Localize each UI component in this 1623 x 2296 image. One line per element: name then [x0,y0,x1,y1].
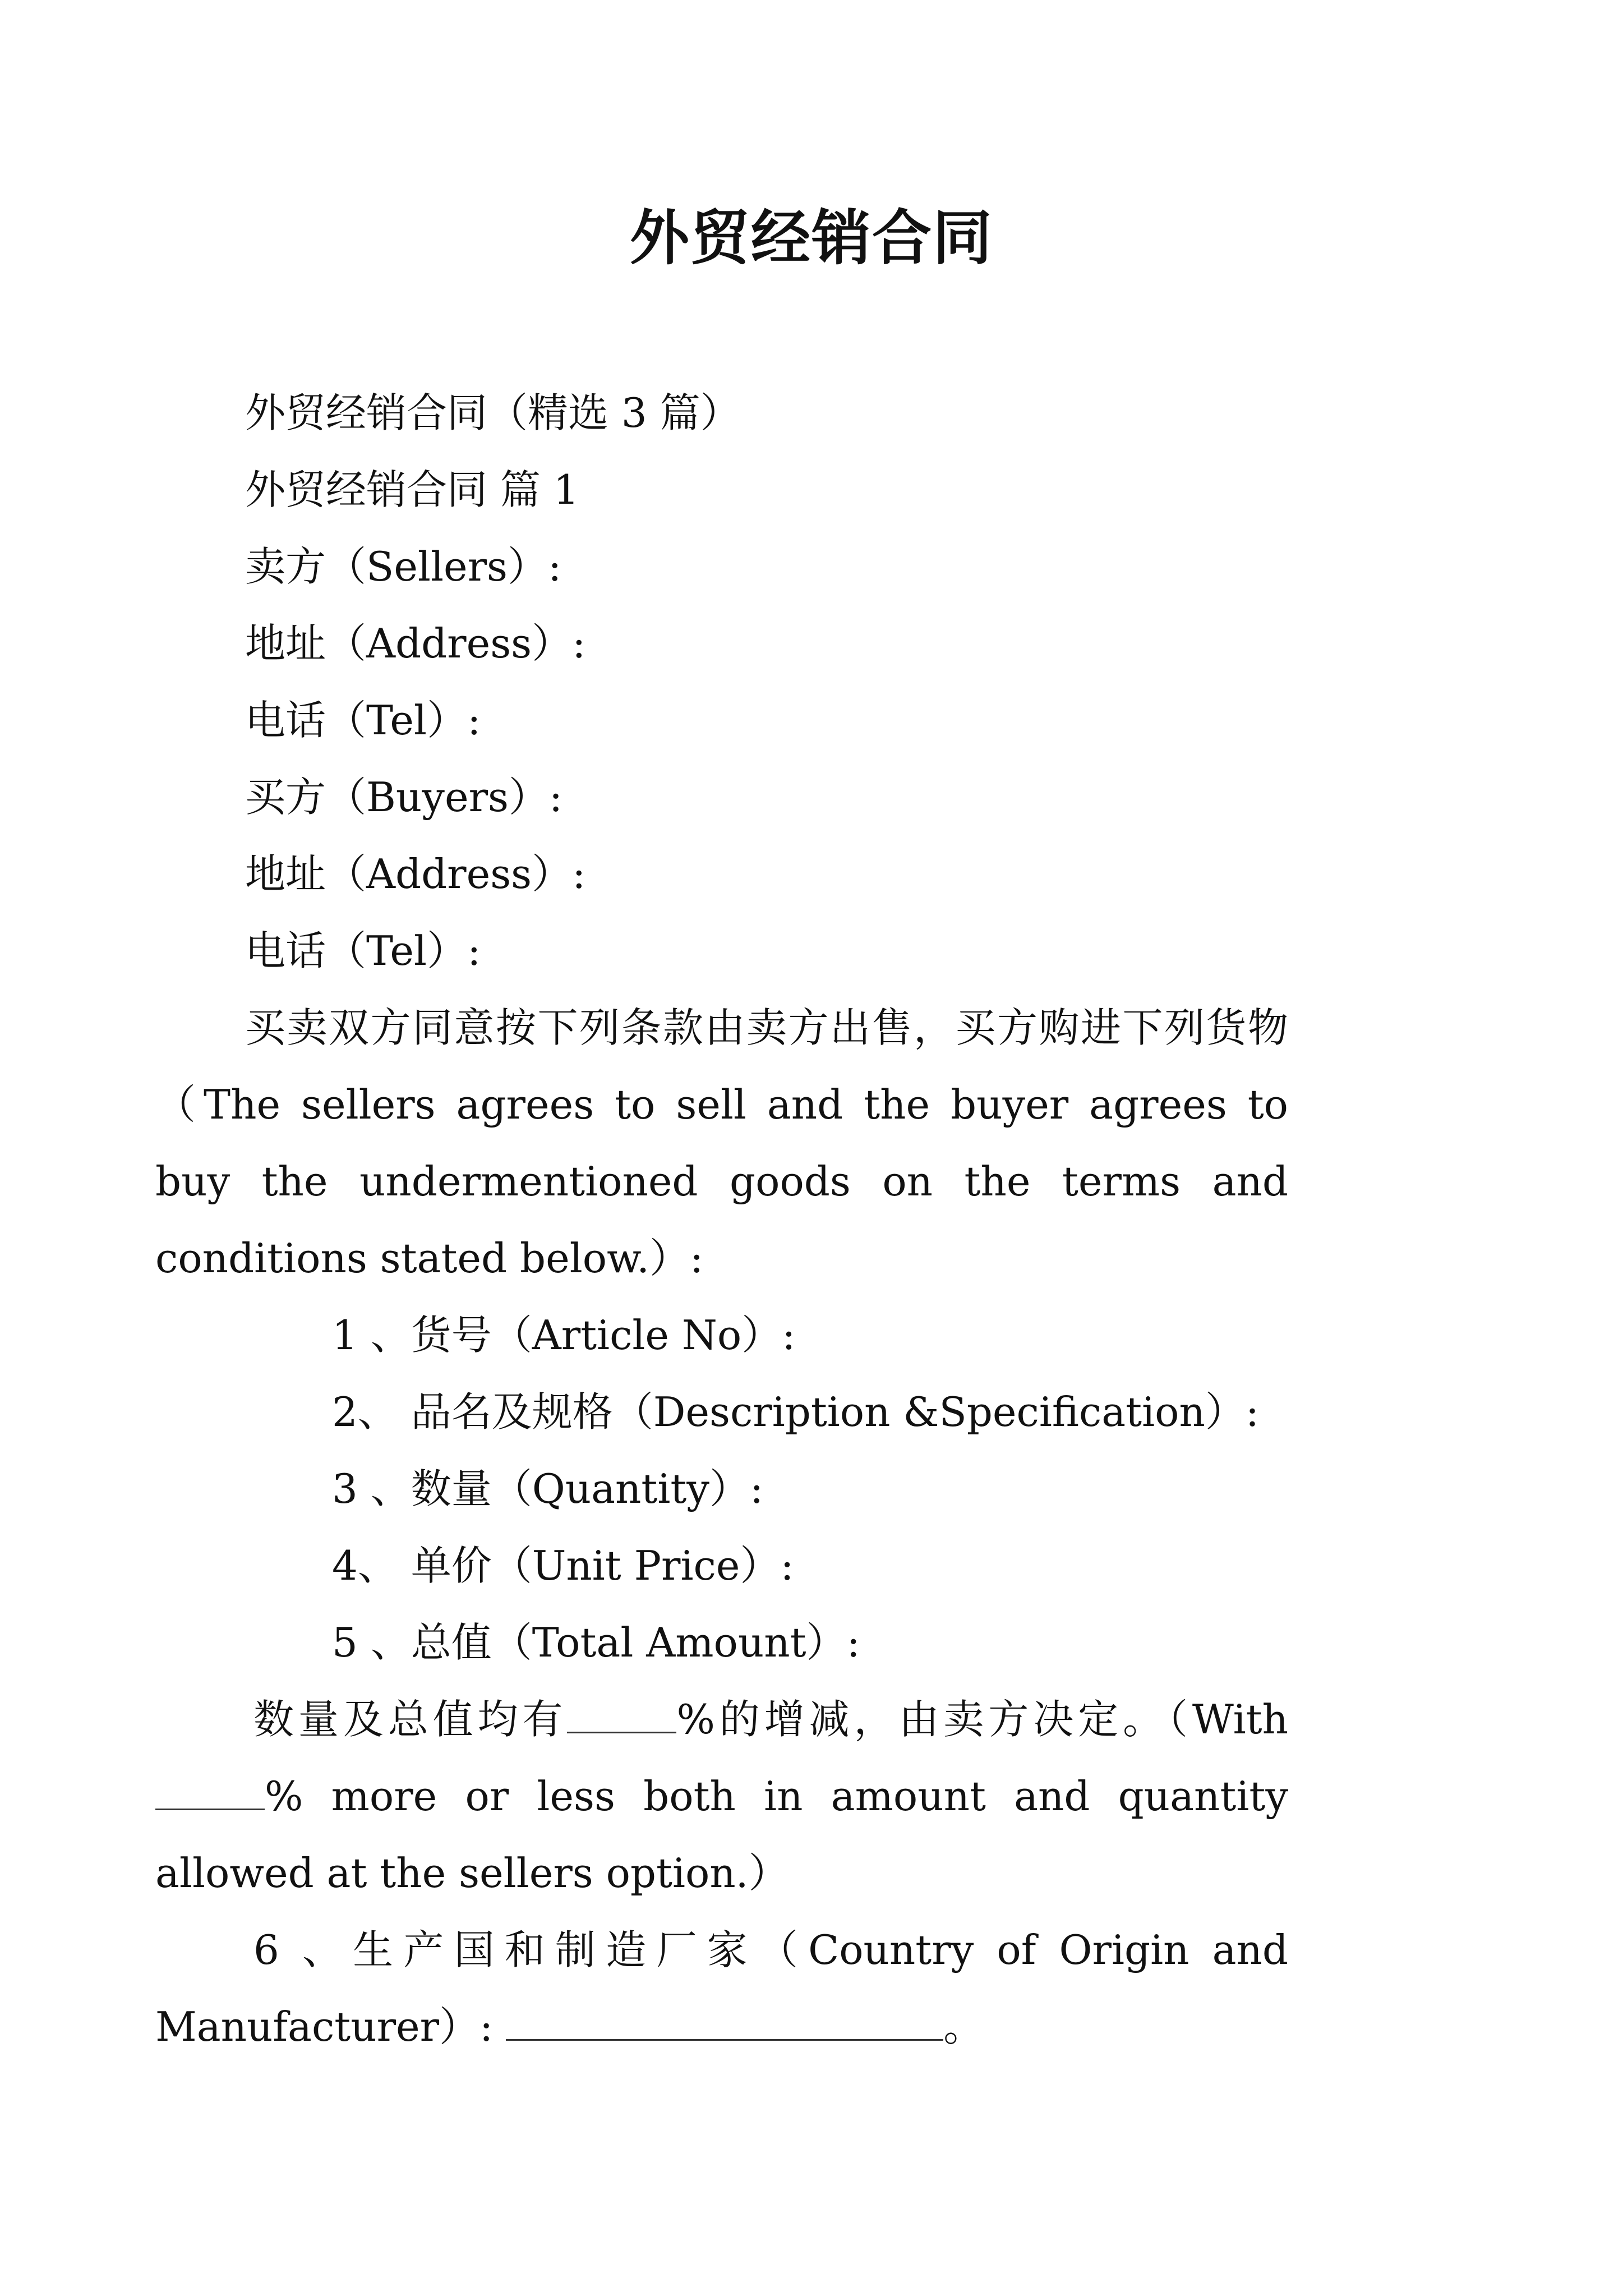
document-body-continued [155,990,1378,2065]
buyer-tel-line: 电话（Tel）: [245,927,481,974]
tolerance-blank-2[interactable] [155,1772,265,1810]
origin-blank[interactable] [506,2003,943,2041]
section-heading: 外贸经销合同 篇 1 [245,466,579,513]
origin-text: 6 、生产国和制造厂家（Country of Origin and Manufacturer）: [155,1926,1301,2050]
seller-tel-line: 电话（Tel）: [245,697,481,744]
clause-3: 3 、数量（Quantity）: [332,1465,764,1512]
document-body [245,375,1378,990]
tolerance-text-c: % more or less both in amount and quantity allowed at the sellers option.） [155,1773,1301,1897]
clause-6 [155,1912,1301,2065]
buyer-address-line: 地址（Address）: [245,850,586,898]
origin-end-mark: 。 [943,2003,984,2050]
clause-2: 2、 品名及规格（Description &Specification）: [332,1388,1260,1435]
quantity-tolerance-paragraph [155,1681,1301,1912]
clause-5: 5 、总值（Total Amount）: [332,1619,860,1666]
agreement-paragraph: 买卖双方同意按下列条款由卖方出售，买方购进下列货物（The sellers agrees to sell and the buyer agrees to buy the undermentioned goods on the terms and conditions stated below.）: [155,1004,1301,1282]
subtitle-line: 外贸经销合同（精选 3 篇） [245,389,741,436]
clause-4: 4、 单价（Unit Price）: [332,1542,794,1589]
buyer-line: 买方（Buyers）: [245,774,563,821]
seller-address-line: 地址（Address）: [245,620,586,667]
tolerance-text-a: 数量及总值均有 [253,1696,568,1743]
document-title: 外贸经销合同 [630,204,993,273]
seller-line: 卖方（Sellers）: [245,543,562,590]
tolerance-text-b: %的增减，由卖方决定。（With [676,1696,1301,1743]
clause-1: 1 、货号（Article No）: [332,1312,796,1359]
tolerance-blank-1[interactable] [567,1695,676,1733]
